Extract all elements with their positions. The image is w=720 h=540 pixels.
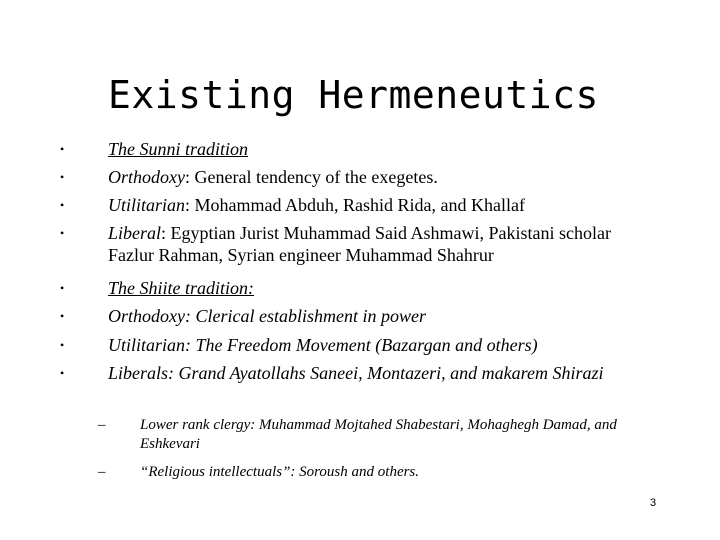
sub-bullet-text: “Religious intellectuals”: Soroush and others. xyxy=(140,464,420,480)
bullet-label: Utilitarian xyxy=(108,195,186,215)
bullet-marker: • xyxy=(60,281,65,295)
bullet-marker: • xyxy=(60,226,65,240)
sub-bullet-marker: – xyxy=(98,464,106,480)
sub-bullet-marker: – xyxy=(98,417,106,433)
bullet-text: : Egyptian Jurist Muhammad Said Ashmawi, Pakistani scholar Fazlur Rahman, Syrian engineer Muhammad Shahrur xyxy=(108,223,611,265)
bullet-label: Liberal xyxy=(108,223,162,243)
bullet-marker: • xyxy=(60,142,65,156)
bullet-label: Orthodoxy: Clerical establishment in power xyxy=(108,306,426,326)
sub-bullet-text: Lower rank clergy: Muhammad Mojtahed Shabestari, Mohaghegh Damad, and Eshkevari xyxy=(140,417,617,452)
page-number: 3 xyxy=(650,497,657,509)
bullet-label: Liberals: Grand Ayatollahs Saneei, Montazeri, and makarem Shirazi xyxy=(108,363,604,383)
bullet-marker: • xyxy=(60,198,65,212)
bullet-marker: • xyxy=(60,338,65,352)
bullet-marker: • xyxy=(60,170,65,184)
bullet-marker: • xyxy=(60,366,65,380)
bullet-label: Utilitarian: The Freedom Movement (Bazargan and others) xyxy=(108,335,538,355)
bullet-marker: • xyxy=(60,309,65,323)
bullet-text: : Mohammad Abduh, Rashid Rida, and Khallaf xyxy=(185,195,525,215)
bullet-label: Orthodoxy xyxy=(108,167,185,187)
bullet-label: The Shiite tradition: xyxy=(108,278,254,298)
bullet-text: : General tendency of the exegetes. xyxy=(184,167,438,187)
bullet-label: The Sunni tradition xyxy=(108,139,249,159)
slide-title: Existing Hermeneutics xyxy=(108,73,599,117)
